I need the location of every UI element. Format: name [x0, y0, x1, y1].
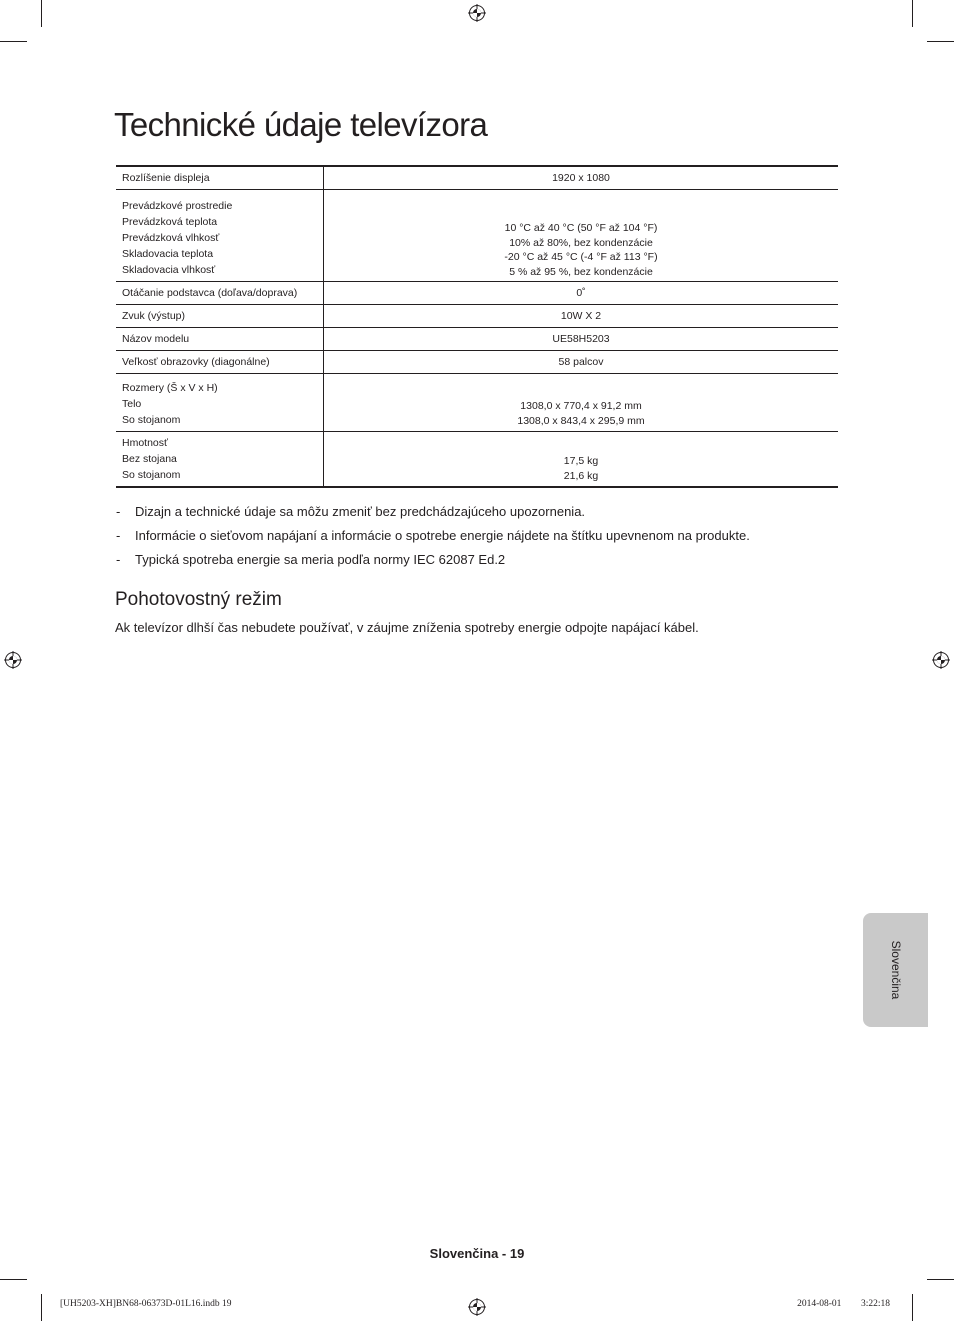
- section-title: Pohotovostný režim: [115, 589, 282, 610]
- crop-mark: [927, 1279, 954, 1280]
- spec-value: [324, 166, 839, 190]
- registration-mark-icon: [468, 1298, 486, 1316]
- language-tab-label: Slovenčina: [888, 940, 903, 1000]
- list-item: [116, 503, 836, 527]
- spec-label-line: Skladovacia vlhkosť: [122, 264, 216, 276]
- spec-label-line: Prevádzková vlhkosť: [122, 232, 220, 244]
- spec-value-line: 5 % až 95 %, bez kondenzácie: [509, 265, 653, 278]
- table-row: [116, 351, 838, 374]
- table-row: [116, 374, 838, 432]
- spec-label-line: Otáčanie podstavca (doľava/doprava): [122, 287, 298, 299]
- table-row: [116, 282, 838, 305]
- list-item: [116, 551, 836, 575]
- standby-paragraph: Ak televízor dlhší čas nebudete používať, v záujme zníženia spotreby energie odpojte napájací kábel.: [115, 620, 699, 635]
- page-title: Technické údaje televízora: [114, 106, 488, 143]
- spec-label: [116, 190, 324, 282]
- spec-value: [324, 374, 839, 432]
- spec-value-line: 1308,0 x 843,4 x 295,9 mm: [517, 415, 645, 427]
- registration-mark-icon: [932, 651, 950, 669]
- crop-mark: [912, 1294, 913, 1321]
- spec-label: [116, 432, 324, 488]
- spec-value: [324, 282, 839, 305]
- spec-value-line: 1308,0 x 770,4 x 91,2 mm: [520, 400, 642, 412]
- page-footer: Slovenčina - 19: [429, 1246, 525, 1261]
- spec-label-line: Prevádzkové prostredie: [122, 200, 233, 212]
- spec-value-line: 0˚: [576, 287, 586, 299]
- spec-value-line: 17,5 kg: [563, 455, 599, 467]
- table-row: [116, 305, 838, 328]
- notes-list: [116, 503, 836, 575]
- spec-value: [324, 328, 839, 351]
- crop-mark: [0, 1279, 27, 1280]
- spec-value: [324, 351, 839, 374]
- spec-value: [324, 432, 839, 488]
- table-row: [116, 328, 838, 351]
- spec-label-line: Zvuk (výstup): [122, 310, 186, 322]
- crop-mark: [41, 1294, 42, 1321]
- registration-mark-icon: [468, 4, 486, 22]
- table-row: [116, 166, 838, 190]
- spec-value-line: 21,6 kg: [563, 470, 599, 482]
- spec-label-line: Prevádzková teplota: [122, 216, 218, 228]
- spec-label: [116, 305, 324, 328]
- crop-mark: [927, 41, 954, 42]
- spec-label-line: So stojanom: [122, 414, 181, 426]
- note-dash: -: [116, 528, 121, 543]
- table-row: [116, 190, 838, 282]
- note-text: Dizajn a technické údaje sa môžu zmeniť bez predchádzajúceho upozornenia.: [135, 504, 586, 519]
- spec-value: [324, 305, 839, 328]
- spec-label: [116, 328, 324, 351]
- spec-value-line: 10W X 2: [560, 310, 602, 322]
- spec-value-line: 58 palcov: [558, 356, 604, 368]
- spec-value-line: -20 °C až 45 °C (-4 °F až 113 °F): [504, 251, 658, 263]
- spec-label-line: Názov modelu: [122, 333, 190, 345]
- spec-value-line: 1920 x 1080: [552, 172, 610, 184]
- note-dash: -: [116, 552, 121, 567]
- print-slug-left: [UH5203-XH]BN68-06373D-01L16.indb 19: [60, 1299, 232, 1309]
- crop-mark: [41, 0, 42, 27]
- table-row: [116, 432, 838, 488]
- spec-table: [116, 165, 838, 488]
- language-tab: [863, 913, 928, 1027]
- spec-value-line: 10 °C až 40 °C (50 °F až 104 °F): [504, 222, 658, 234]
- spec-label-line: Veľkosť obrazovky (diagonálne): [122, 356, 270, 368]
- crop-mark: [0, 41, 27, 42]
- spec-label-line: Hmotnosť: [122, 437, 168, 449]
- spec-label-line: Bez stojana: [122, 453, 177, 465]
- note-text: Informácie o sieťovom napájaní a informácie o spotrebe energie nájdete na štítku upevnenom na produkte.: [135, 528, 750, 543]
- spec-label-line: Skladovacia teplota: [122, 248, 214, 260]
- print-slug-right: 2014-08-01 ￿￿ 3:22:18: [797, 1299, 890, 1309]
- list-item: [116, 527, 836, 551]
- spec-label-line: Rozlíšenie displeja: [122, 172, 210, 184]
- spec-label: [116, 374, 324, 432]
- spec-value-line: 10% až 80%, bez kondenzácie: [509, 236, 653, 249]
- spec-label: [116, 351, 324, 374]
- spec-value: [324, 190, 839, 282]
- spec-label-line: So stojanom: [122, 469, 181, 481]
- spec-label-line: Telo: [122, 398, 142, 410]
- crop-mark: [912, 0, 913, 27]
- spec-label: [116, 282, 324, 305]
- registration-mark-icon: [4, 651, 22, 669]
- spec-value-line: UE58H5203: [552, 333, 610, 345]
- spec-label: [116, 166, 324, 190]
- note-dash: -: [116, 504, 121, 519]
- note-text: Typická spotreba energie sa meria podľa normy IEC 62087 Ed.2: [135, 552, 506, 567]
- spec-label-line: Rozmery (Š x V x H): [122, 382, 218, 394]
